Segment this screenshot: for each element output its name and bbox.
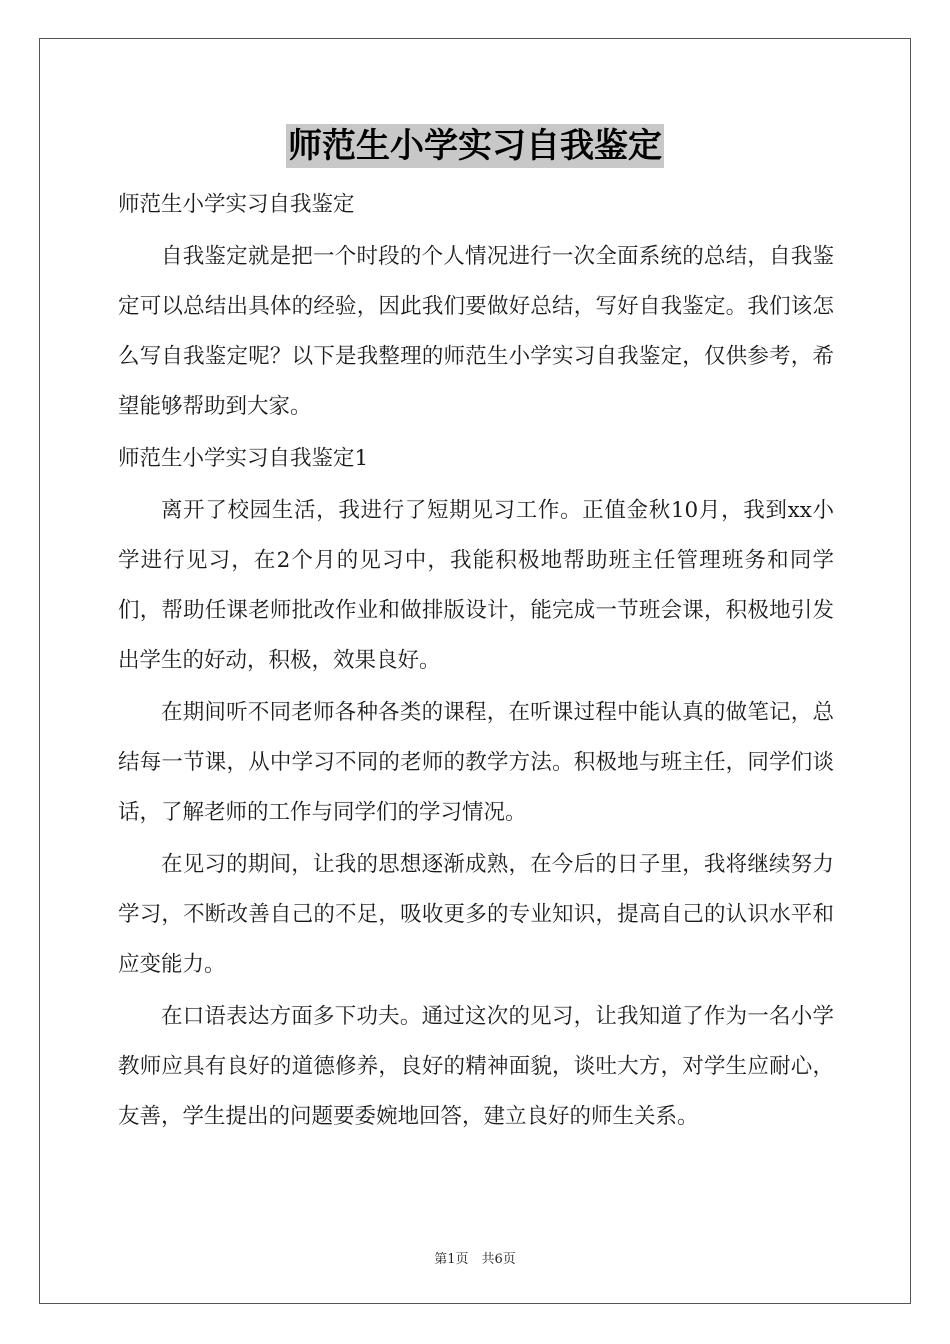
- subtitle-line: 师范生小学实习自我鉴定: [118, 192, 355, 217]
- title-container: [0, 124, 950, 168]
- body-paragraph-3: 在见习的期间，让我的思想逐渐成熟，在今后的日子里，我将继续努力学习，不断改善自己的不足，吸收更多的专业知识，提高自己的认识水平和应变能力。: [118, 852, 834, 977]
- section-heading: 师范生小学实习自我鉴定1: [118, 446, 369, 471]
- document-body: [118, 180, 834, 1142]
- document-title: 师范生小学实习自我鉴定: [288, 126, 662, 166]
- body-paragraph-1: 离开了校园生活，我进行了短期见习工作。正值金秋10月，我到xx小学进行见习，在2个月的见习中，我能积极地帮助班主任管理班务和同学们，帮助任课老师批改作业和做排版设计，能完成一节班会课，积极地引发出学生的好动，积极，效果良好。: [118, 498, 834, 673]
- page-footer: 第1页 共6页: [434, 1252, 516, 1267]
- body-paragraph-4: 在口语表达方面多下功夫。通过这次的见习，让我知道了作为一名小学教师应具有良好的道德修养，良好的精神面貌，谈吐大方，对学生应耐心，友善，学生提出的问题要委婉地回答，建立良好的师生关系。: [118, 1004, 834, 1129]
- body-paragraph-2: 在期间听不同老师各种各类的课程，在听课过程中能认真的做笔记，总结每一节课，从中学习不同的老师的教学方法。积极地与班主任，同学们谈话，了解老师的工作与同学们的学习情况。: [118, 700, 834, 825]
- intro-paragraph: 自我鉴定就是把一个时段的个人情况进行一次全面系统的总结，自我鉴定可以总结出具体的经验，因此我们要做好总结，写好自我鉴定。我们该怎么写自我鉴定呢？以下是我整理的师范生小学实习自我鉴定，仅供参考，希望能够帮助到大家。: [118, 244, 834, 419]
